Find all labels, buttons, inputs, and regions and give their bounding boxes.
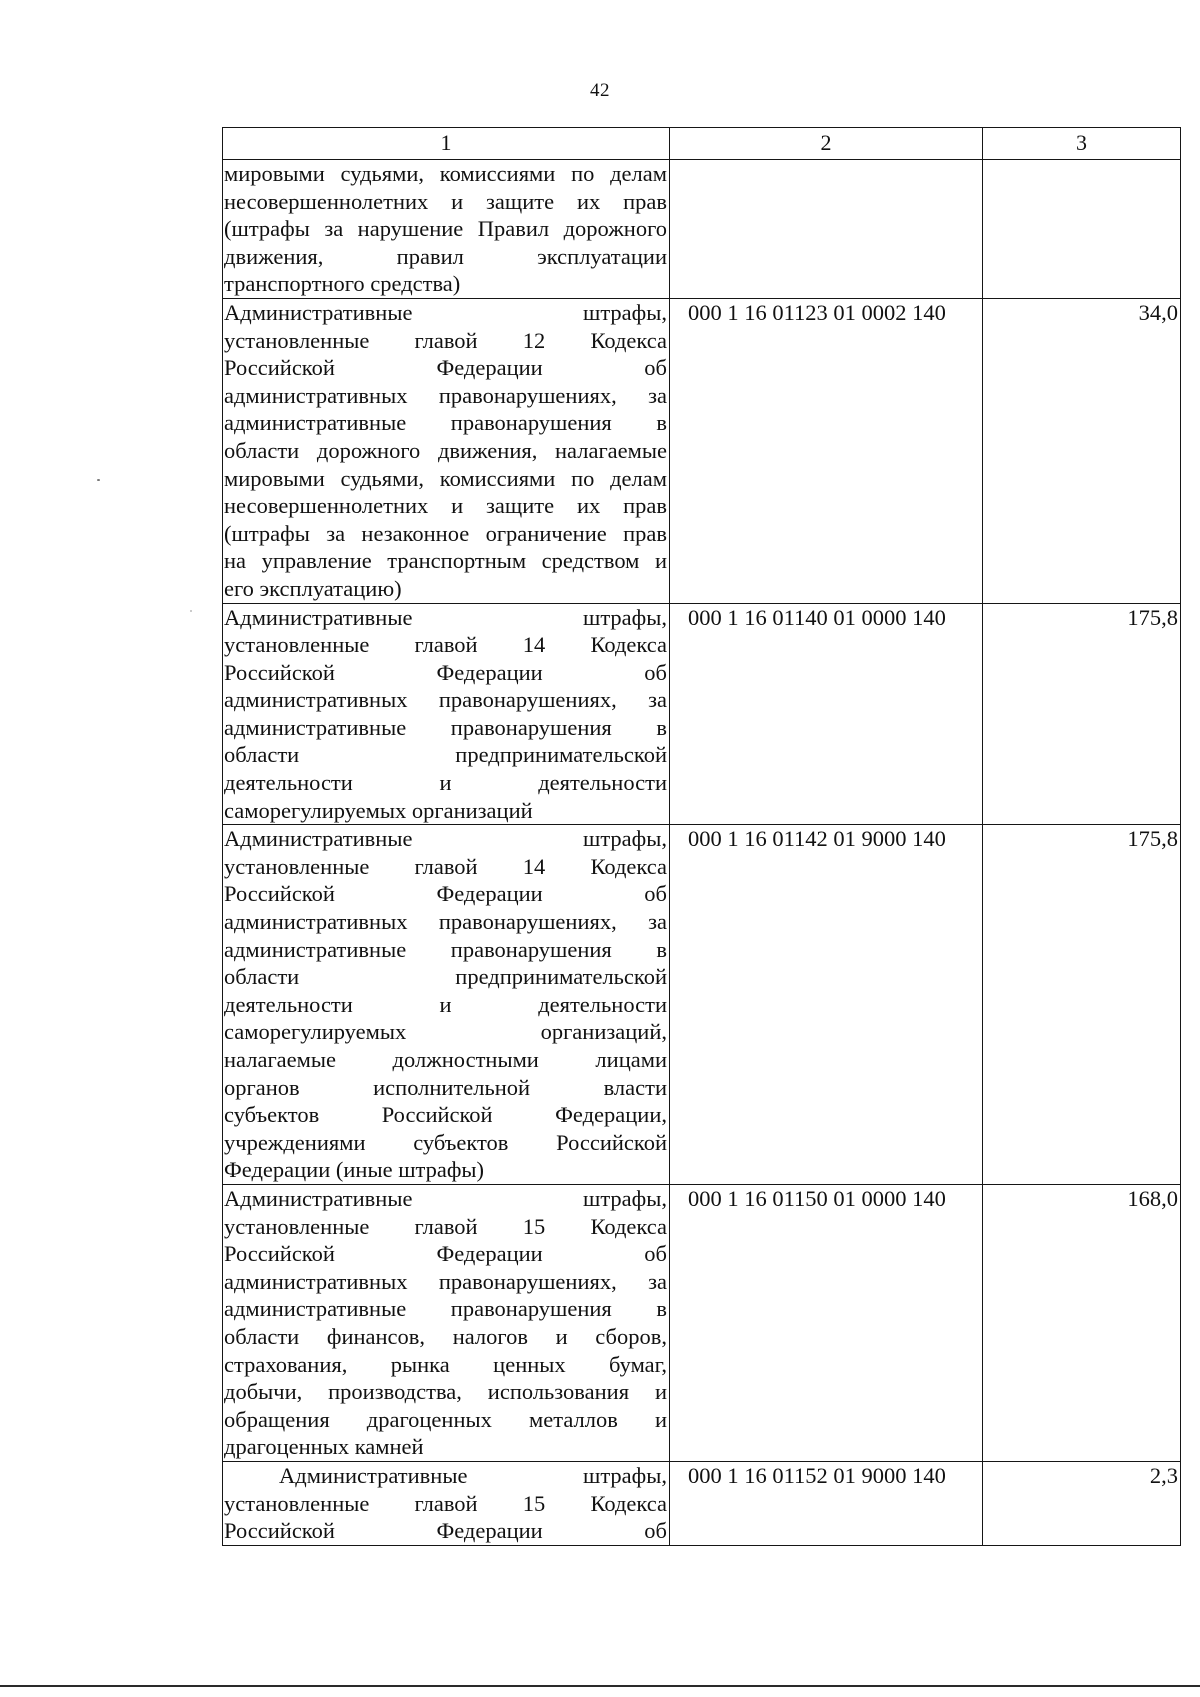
description-line: саморегулируемых организаций, <box>224 1019 667 1045</box>
description-line: Административные штрафы, <box>224 299 667 325</box>
scan-speck <box>97 479 100 481</box>
description-line: несовершеннолетних и защите их прав <box>224 188 667 214</box>
description-line: на управление транспортным средством и <box>224 548 667 574</box>
description-line: субъектов Российской Федерации, <box>224 1102 667 1128</box>
table-row <box>223 825 1181 1185</box>
description-line: Российской Федерации об <box>224 881 667 907</box>
description-line: (штрафы за незаконное ограничение прав <box>224 520 667 546</box>
description-line: области предпринимательской <box>224 742 667 768</box>
description-line: Российской Федерации об <box>224 1518 667 1544</box>
description-line: страхования, рынка ценных бумаг, <box>224 1351 667 1377</box>
row-description <box>223 825 670 1185</box>
amount-value: 2,3 <box>983 1461 1181 1545</box>
description-line: области финансов, налогов и сборов, <box>224 1323 667 1349</box>
description-line: мировыми судьями, комиссиями по делам <box>224 465 667 491</box>
description-line: установленные главой 14 Кодекса <box>224 632 667 658</box>
description-line: его эксплуатацию) <box>224 575 402 601</box>
scan-speck <box>190 610 192 612</box>
description-line: учреждениями субъектов Российской <box>224 1129 667 1155</box>
description-line: административных правонарушениях, за <box>224 1268 667 1294</box>
description-line: установленные главой 12 Кодекса <box>224 327 667 353</box>
table-row <box>223 160 1181 299</box>
column-header-1: 1 <box>223 128 670 160</box>
row-description <box>223 1461 670 1545</box>
amount-value: 34,0 <box>983 298 1181 603</box>
page-bottom-edge <box>0 1685 1200 1687</box>
description-line: органов исполнительной власти <box>224 1074 667 1100</box>
description-line: мировыми судьями, комиссиями по делам <box>224 161 667 186</box>
budget-table <box>222 127 1181 1546</box>
description-line: области предпринимательской <box>224 964 667 990</box>
budget-code: 000 1 16 01142 01 9000 140 <box>670 825 983 1185</box>
description-line: Российской Федерации об <box>224 1241 667 1267</box>
description-line: деятельности и деятельности <box>224 991 667 1017</box>
description-line: несовершеннолетних и защите их прав <box>224 493 667 519</box>
description-line: деятельности и деятельности <box>224 770 667 796</box>
amount-value: 175,8 <box>983 825 1181 1185</box>
description-line: установленные главой 15 Кодекса <box>224 1490 667 1516</box>
budget-code <box>670 160 983 299</box>
description-line: налагаемые должностными лицами <box>224 1047 667 1072</box>
description-line: добычи, производства, использования и <box>224 1379 667 1405</box>
description-line: административных правонарушениях, за <box>224 909 667 935</box>
description-line: драгоценных камней <box>224 1434 424 1460</box>
column-header-3: 3 <box>983 128 1181 160</box>
description-line: Административные штрафы, <box>224 604 667 630</box>
description-line: обращения драгоценных металлов и <box>224 1406 667 1432</box>
table-body <box>223 160 1181 1546</box>
description-line: транспортного средства) <box>224 271 461 297</box>
description-line: Административные штрафы, <box>279 1462 667 1488</box>
description-line: административных правонарушениях, за <box>224 382 667 408</box>
description-line: саморегулируемых организаций <box>224 797 533 823</box>
description-line: Административные штрафы, <box>224 1185 667 1211</box>
amount-value <box>983 160 1181 299</box>
row-description <box>223 1184 670 1461</box>
description-line: (штрафы за нарушение Правил дорожного <box>224 216 667 242</box>
table-row <box>223 298 1181 603</box>
amount-value: 168,0 <box>983 1184 1181 1461</box>
description-line: установленные главой 15 Кодекса <box>224 1213 667 1239</box>
description-line: административные правонарушения в <box>224 1296 667 1322</box>
description-line: административных правонарушениях, за <box>224 687 667 713</box>
table-header-row <box>223 128 1181 160</box>
description-line: движения, правил эксплуатации <box>224 243 667 269</box>
description-line: установленные главой 14 Кодекса <box>224 853 667 879</box>
description-line: административные правонарушения в <box>224 714 667 740</box>
budget-code: 000 1 16 01150 01 0000 140 <box>670 1184 983 1461</box>
table-row <box>223 1184 1181 1461</box>
budget-code: 000 1 16 01152 01 9000 140 <box>670 1461 983 1545</box>
description-line: Федерации (иные штрафы) <box>224 1157 485 1183</box>
row-description <box>223 603 670 825</box>
budget-code: 000 1 16 01123 01 0002 140 <box>670 298 983 603</box>
description-line: административные правонарушения в <box>224 936 667 962</box>
page-number: 42 <box>590 80 610 101</box>
row-description <box>223 298 670 603</box>
description-line: Административные штрафы, <box>224 826 667 852</box>
description-line: области дорожного движения, налагаемые <box>224 437 667 463</box>
description-line: административные правонарушения в <box>224 410 667 436</box>
row-description <box>223 160 670 299</box>
table-row <box>223 603 1181 825</box>
table-row <box>223 1461 1181 1545</box>
column-header-2: 2 <box>670 128 983 160</box>
budget-code: 000 1 16 01140 01 0000 140 <box>670 603 983 825</box>
description-line: Российской Федерации об <box>224 355 667 381</box>
description-line: Российской Федерации об <box>224 659 667 685</box>
amount-value: 175,8 <box>983 603 1181 825</box>
